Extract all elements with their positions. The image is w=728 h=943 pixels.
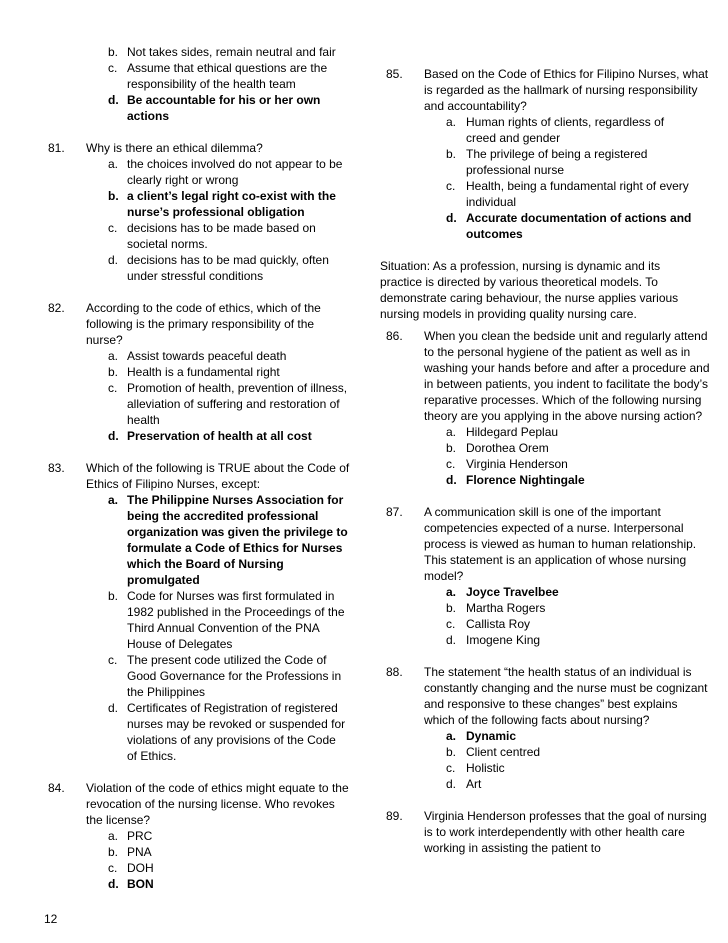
question-number: 86. <box>386 329 403 343</box>
option-letter: a. <box>108 493 119 507</box>
situation-paragraph: Situation: As a profession, nursing is dynamic and its practice is directed by various theoretical models. To demonstrate caring behaviour, the nurse applies various nursing models in providing quality nursing care. <box>380 259 679 321</box>
answer-option <box>0 588 349 652</box>
option-letter: c. <box>108 221 118 235</box>
option-text: Assume that ethical questions are the responsibility of the health team <box>127 61 328 91</box>
question-number: 85. <box>386 67 403 81</box>
option-letter: d. <box>446 211 457 225</box>
answer-option <box>372 146 692 178</box>
answer-option <box>372 178 692 210</box>
question <box>0 780 360 892</box>
option-text: Be accountable for his or her own actions <box>127 93 321 123</box>
spacer <box>372 44 712 66</box>
answer-option <box>0 252 349 284</box>
answer-option <box>372 472 692 488</box>
answer-option <box>0 220 349 252</box>
answer-option <box>0 844 349 860</box>
answer-option <box>372 456 692 472</box>
option-letter: c. <box>446 457 456 471</box>
option-text: Human rights of clients, regardless of creed and gender <box>466 115 665 145</box>
spacer <box>0 764 360 780</box>
option-letter: d. <box>108 429 119 443</box>
option-letter: d. <box>108 877 119 891</box>
option-letter: a. <box>446 115 457 129</box>
option-letter: d. <box>446 473 457 487</box>
spacer <box>0 284 360 300</box>
option-letter: b. <box>446 441 457 455</box>
option-letter: b. <box>446 147 457 161</box>
option-text: PNA <box>127 845 152 859</box>
left-column <box>0 44 360 892</box>
answer-option <box>0 700 349 764</box>
option-text: Florence Nightingale <box>466 473 585 487</box>
question <box>372 504 712 648</box>
option-text: Health, being a fundamental right of every individual <box>466 179 689 209</box>
question-text: Violation of the code of ethics might equate to the revocation of the nursing license. Who revokes the license? <box>86 781 349 827</box>
answer-option <box>0 60 349 92</box>
option-letter: b. <box>108 189 119 203</box>
question-text: Based on the Code of Ethics for Filipino Nurses, what is regarded as the hallmark of nursing responsibility and accountability? <box>424 67 709 113</box>
option-text: decisions has to be made based on societal norms. <box>127 221 316 251</box>
answer-option <box>0 156 349 188</box>
page-number: 12 <box>44 912 58 926</box>
option-letter: b. <box>446 601 457 615</box>
answer-option <box>0 92 349 124</box>
option-letter: c. <box>446 761 456 775</box>
answer-option <box>0 380 349 428</box>
option-letter: c. <box>108 653 118 667</box>
option-text: Preservation of health at all cost <box>127 429 312 443</box>
option-text: the choices involved do not appear to be clearly right or wrong <box>127 157 343 187</box>
option-text: Accurate documentation of actions and outcomes <box>466 211 692 241</box>
question-number: 88. <box>386 665 403 679</box>
question <box>372 328 712 488</box>
answer-option <box>0 652 349 700</box>
question <box>0 460 360 764</box>
spacer <box>372 242 712 258</box>
answer-option <box>0 428 349 444</box>
option-text: Callista Roy <box>466 617 531 631</box>
question-text: A communication skill is one of the important competencies expected of a nurse. Interpersonal process is viewed as human to human relationship. This statement is an application of whose nursing model? <box>424 505 697 583</box>
option-letter: c. <box>108 61 118 75</box>
question-number: 89. <box>386 809 403 823</box>
option-letter: d. <box>108 93 119 107</box>
question <box>372 66 712 242</box>
option-letter: c. <box>108 381 118 395</box>
answer-option <box>372 424 692 440</box>
question <box>0 300 360 444</box>
question <box>372 664 712 792</box>
question-number: 82. <box>48 301 65 315</box>
option-text: Joyce Travelbee <box>466 585 559 599</box>
question <box>0 140 360 284</box>
answer-option <box>0 860 349 876</box>
option-text: PRC <box>127 829 153 843</box>
option-letter: a. <box>446 425 457 439</box>
question-text: Why is there an ethical dilemma? <box>86 141 263 155</box>
answer-option <box>0 188 349 220</box>
answer-option <box>372 210 692 242</box>
question-text: According to the code of ethics, which of the following is the primary responsibility of the nurse? <box>86 301 321 347</box>
option-text: Not takes sides, remain neutral and fair <box>127 45 336 59</box>
option-letter: b. <box>108 365 119 379</box>
answer-option <box>372 728 692 744</box>
option-letter: a. <box>446 729 457 743</box>
option-letter: a. <box>108 349 119 363</box>
answer-option <box>0 348 349 364</box>
answer-option <box>0 364 349 380</box>
question-number: 81. <box>48 141 65 155</box>
option-text: Certificates of Registration of registered nurses may be revoked or suspended for violations of any provisions of the Code of Ethics. <box>127 701 346 763</box>
spacer <box>0 444 360 460</box>
answer-option <box>372 114 692 146</box>
option-text: Code for Nurses was first formulated in 1982 published in the Proceedings of the Third Annual Convention of the PNA House of Delegates <box>127 589 345 651</box>
option-letter: b. <box>108 589 119 603</box>
option-text: Dynamic <box>466 729 517 743</box>
answer-option <box>372 632 692 648</box>
spacer <box>372 488 712 504</box>
option-text: Imogene King <box>466 633 541 647</box>
option-text: Dorothea Orem <box>466 441 549 455</box>
option-text: Promotion of health, prevention of illness, alleviation of suffering and restoration of health <box>127 381 348 427</box>
option-letter: a. <box>108 157 119 171</box>
option-text: Art <box>466 777 482 791</box>
option-text: a client’s legal right co-exist with the nurse’s professional obligation <box>127 189 336 219</box>
option-letter: a. <box>108 829 119 843</box>
option-letter: d. <box>108 253 119 267</box>
option-text: The privilege of being a registered professional nurse <box>466 147 648 177</box>
option-letter: b. <box>108 845 119 859</box>
question-number: 83. <box>48 461 65 475</box>
option-letter: a. <box>446 585 457 599</box>
question <box>372 808 712 856</box>
option-letter: d. <box>446 777 457 791</box>
right-column <box>372 44 712 856</box>
answer-option <box>0 44 349 60</box>
spacer <box>372 648 712 664</box>
spacer <box>372 792 712 808</box>
option-text: Health is a fundamental right <box>127 365 280 379</box>
option-text: decisions has to be mad quickly, often under stressful conditions <box>127 253 329 283</box>
question-text: The statement “the health status of an individual is constantly changing and the nurse must be cognizant and responsive to these changes” best explains which of the following facts about nursing? <box>424 665 708 727</box>
option-text: Assist towards peaceful death <box>127 349 287 363</box>
option-letter: c. <box>108 861 118 875</box>
answer-option <box>372 600 692 616</box>
answer-option <box>372 584 692 600</box>
answer-option <box>372 744 692 760</box>
question-text: Which of the following is TRUE about the Code of Ethics of Filipino Nurses, except: <box>86 461 350 491</box>
option-letter: d. <box>446 633 457 647</box>
option-text: The present code utilized the Code of Good Governance for the Professions in the Philippines <box>127 653 342 699</box>
answer-option <box>372 616 692 632</box>
option-letter: c. <box>446 179 456 193</box>
question-text: Virginia Henderson professes that the goal of nursing is to work interdependently with other health care working in assisting the patient to <box>424 809 707 855</box>
question-text: When you clean the bedside unit and regularly attend to the personal hygiene of the patient as well as in washing your hands before and after a procedure and in between patients, you indent to facilitate the body’s reparative processes. Which of the following nursing theory are you applying in the above nursing action? <box>424 329 710 423</box>
answer-option <box>0 828 349 844</box>
option-text: BON <box>127 877 154 891</box>
answer-option <box>372 776 692 792</box>
option-letter: b. <box>446 745 457 759</box>
answer-option <box>0 492 349 588</box>
option-text: Holistic <box>466 761 505 775</box>
option-text: Hildegard Peplau <box>466 425 559 439</box>
question-number: 84. <box>48 781 65 795</box>
spacer <box>0 124 360 140</box>
option-text: The Philippine Nurses Association for being the accredited professional organization was given the privilege to formulate a Code of Ethics for Nurses which the Board of Nursing promulgated <box>127 493 348 587</box>
option-letter: d. <box>108 701 119 715</box>
answer-option <box>372 760 692 776</box>
option-text: DOH <box>127 861 154 875</box>
answer-option <box>372 440 692 456</box>
option-text: Martha Rogers <box>466 601 546 615</box>
question-number: 87. <box>386 505 403 519</box>
answer-option <box>0 876 349 892</box>
option-letter: b. <box>108 45 119 59</box>
option-text: Client centred <box>466 745 541 759</box>
option-letter: c. <box>446 617 456 631</box>
option-text: Virginia Henderson <box>466 457 568 471</box>
